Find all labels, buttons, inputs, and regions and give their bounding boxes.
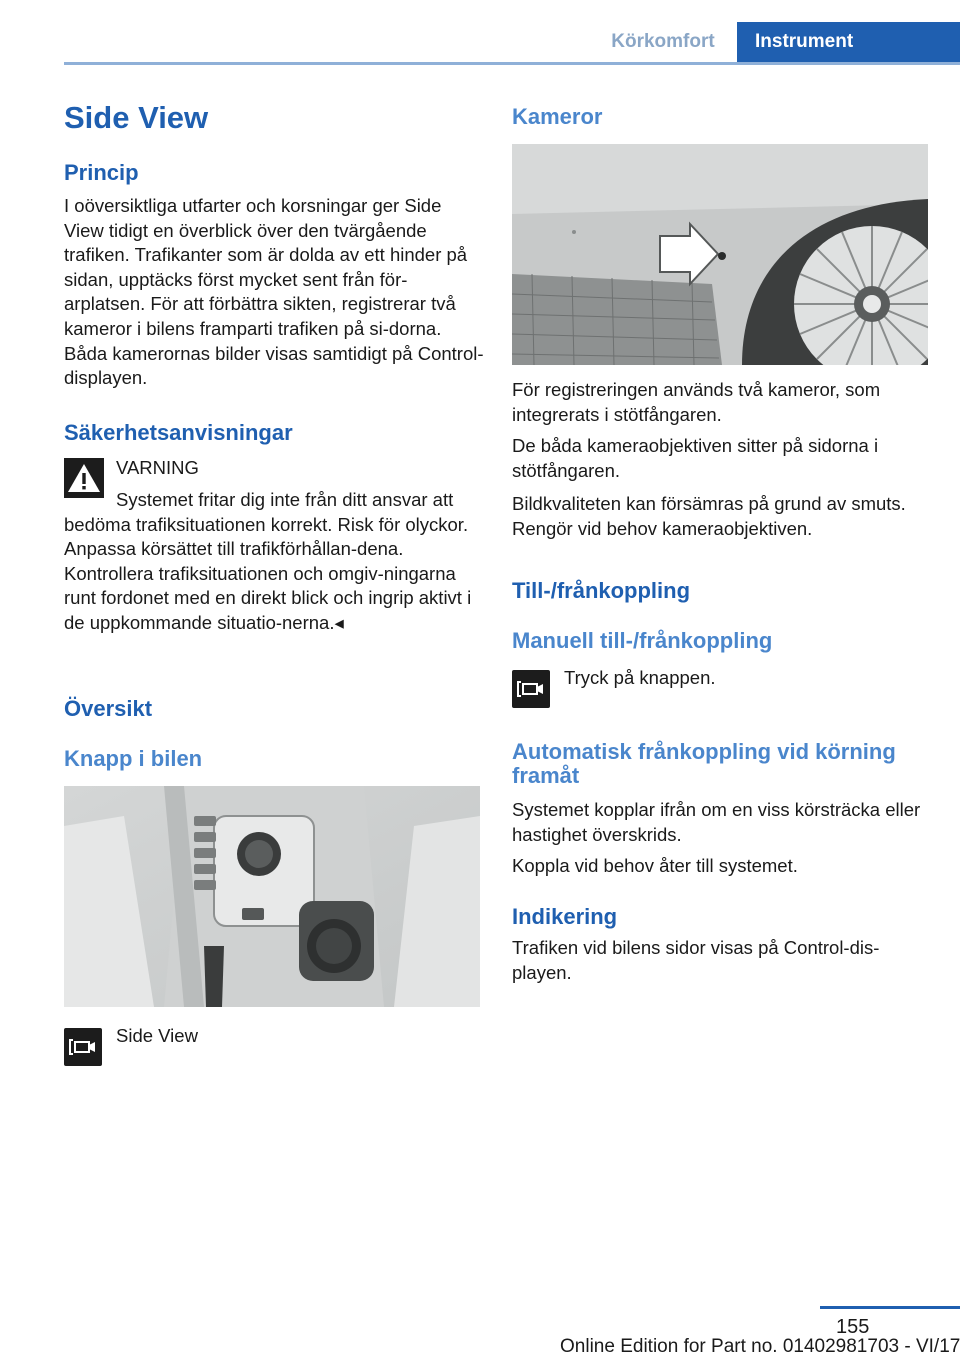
manual-toggle-heading: Manuell till-/frånkoppling [512, 628, 773, 653]
cameras-text-1: För registreringen används två kameror, som integrerats i stötfångaren. [512, 379, 881, 425]
principle-heading: Princip [64, 160, 139, 185]
cameras-heading: Kameror [512, 104, 603, 129]
button-heading: Knapp i bilen [64, 746, 203, 771]
page-title: Side View [64, 100, 209, 135]
warning-label: VARNING [116, 457, 199, 478]
bumper-camera-photo [512, 144, 928, 365]
tab-korkomfort[interactable]: Körkomfort [611, 31, 715, 52]
cameras-text-3: Bildkvaliteten kan försämras på grund av smuts. Rengör vid behov kameraobjektiven. [512, 493, 906, 539]
cameras-text-2: De båda kameraobjektiven sitter på sidorna i stötfångaren. [512, 435, 879, 481]
principle-text: I oöversiktliga utfarter och korsningar ger Side View tidigt en överblick över den tvärgående trafiken. Trafikanter som är dolda av ett hinder på sidan, upptäcks först mycket sent från för-arplatsen. För att förbättra sikten, registrerar två kameror i bilens framparti trafiken på si-dorna. Båda kamerornas bilder visas samtidigt på Control-displayen. [64, 195, 484, 389]
edition-footer: Online Edition for Part no. 01402981703 - VI/17 [560, 1336, 960, 1357]
overview-heading: Översikt [64, 696, 153, 721]
page-number: 155 [836, 1316, 870, 1338]
toggle-heading: Till-/frånkoppling [512, 578, 691, 603]
tab-instrument[interactable]: Instrument [737, 22, 960, 62]
button-caption: Side View [116, 1025, 198, 1046]
indication-text: Trafiken vid bilens sidor visas på Control-dis-playen. [512, 937, 880, 983]
header-divider [64, 62, 960, 65]
auto-off-heading: Automatisk frånkoppling vid körning framåt [512, 739, 896, 788]
console-photo [64, 786, 480, 1007]
page-header [0, 0, 960, 62]
footer-divider [820, 1306, 960, 1309]
auto-off-text-2: Koppla vid behov åter till systemet. [512, 855, 798, 876]
warning-text: Systemet fritar dig inte från ditt ansvar att bedöma trafiksituationen korrekt. Risk för olyckor. Anpassa körsättet till trafikförhållan-dena. Kontrollera trafiksituationen och omgiv-ningarna runt fordonet med en direkt blick och ingrip aktivt i de uppkommande situatio-nerna.◂ [64, 489, 472, 633]
manual-toggle-text: Tryck på knappen. [564, 667, 716, 688]
indication-heading: Indikering [512, 904, 618, 929]
side-view-camera-icon [64, 1028, 102, 1066]
auto-off-text-1: Systemet kopplar ifrån om en viss körsträcka eller hastighet överskrids. [512, 799, 921, 845]
safety-heading: Säkerhetsanvisningar [64, 420, 293, 445]
side-view-button-icon [512, 670, 550, 708]
